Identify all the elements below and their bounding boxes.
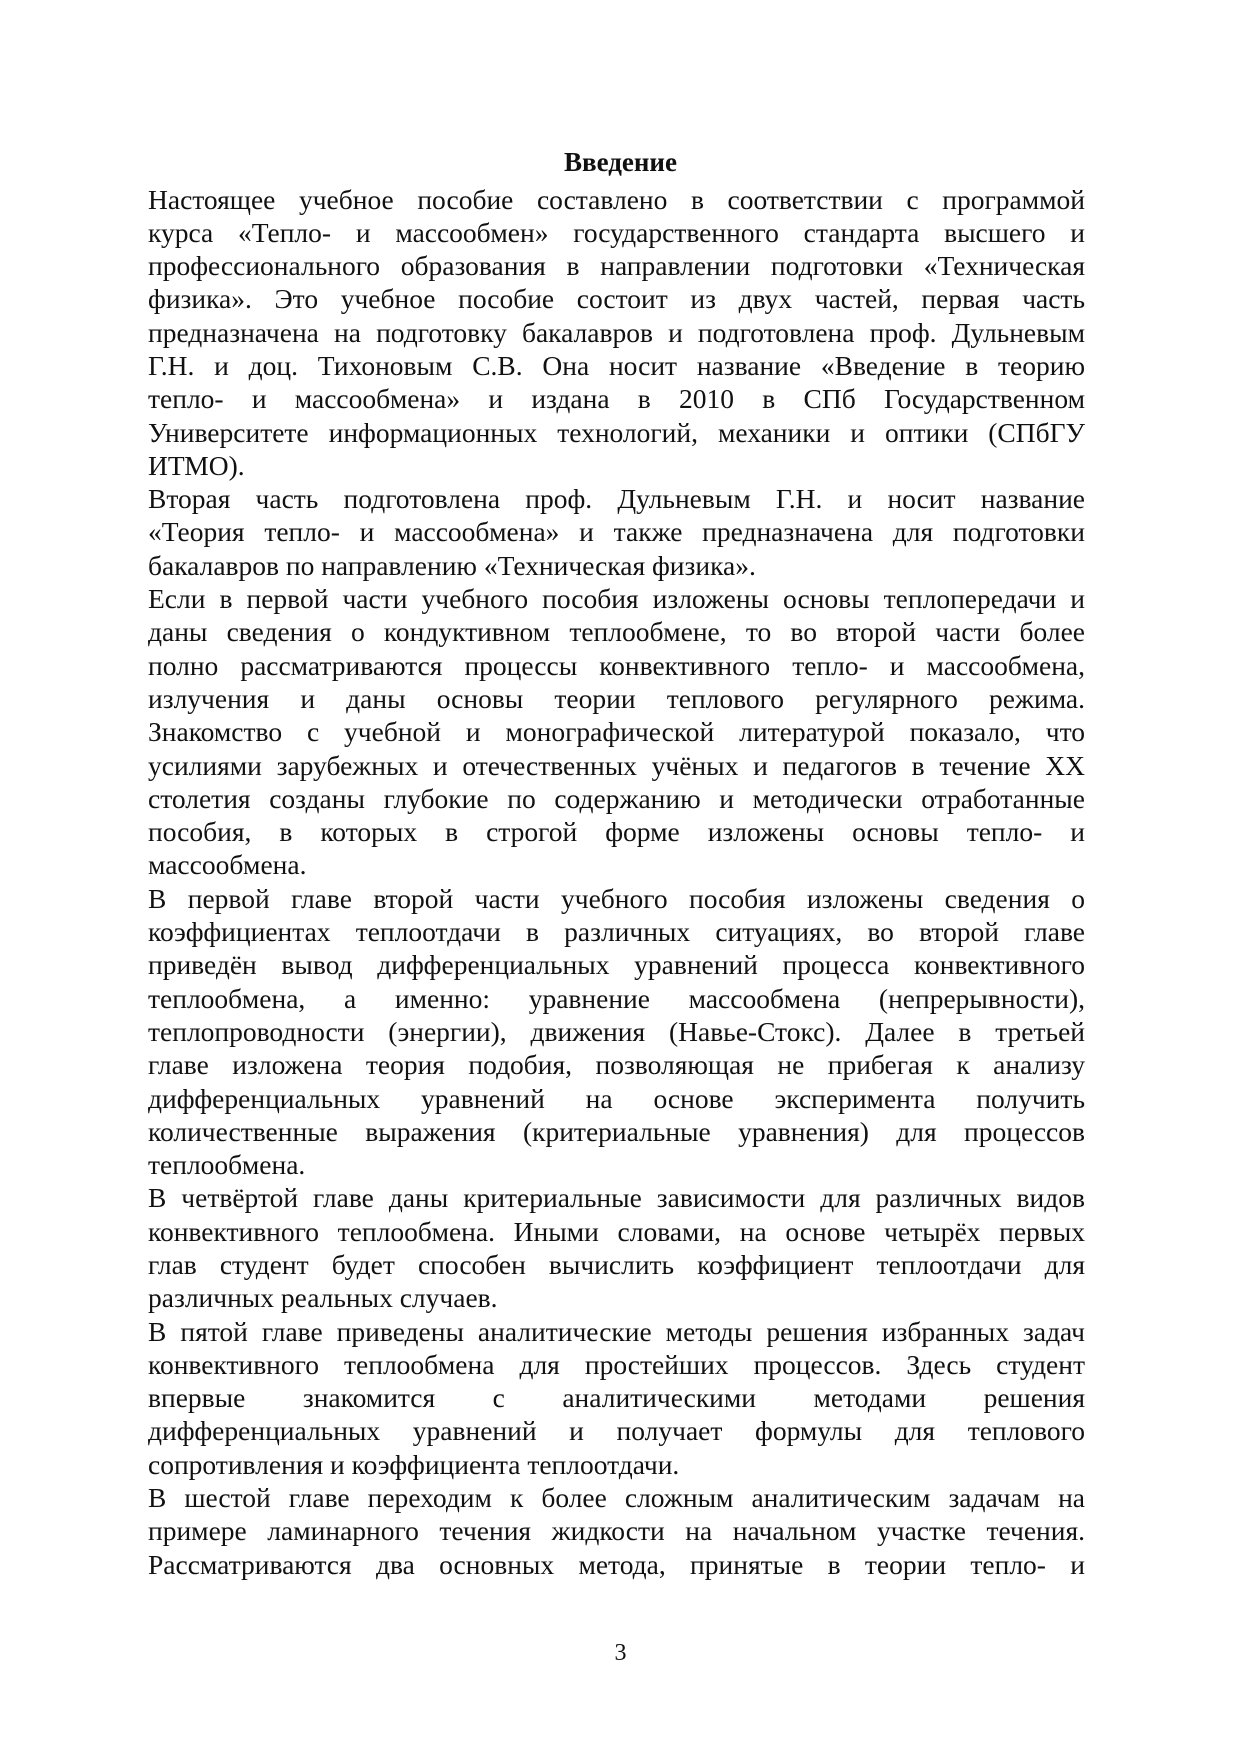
text-line: профессионального образования в направлении подготовки «Техническая	[148, 250, 1085, 282]
text-line: главе изложена теория подобия, позволяющая не прибегая к анализу	[148, 1049, 1085, 1081]
text-line: Г.Н. и доц. Тихоновым С.В. Она носит название «Введение в теорию	[148, 349, 1085, 381]
text-line: дифференциальных уравнений на основе эксперимента получить	[148, 1082, 1085, 1114]
text-line: теплообмена.	[148, 1149, 306, 1181]
text-line: глав студент будет способен вычислить коэффициент теплоотдачи для	[148, 1249, 1085, 1280]
text-line: приведён вывод дифференциальных уравнений процесса конвективного	[148, 949, 1085, 981]
page-number: 3	[614, 1640, 627, 1666]
text-line: «Теория тепло- и массообмена» и также предназначена для подготовки	[148, 516, 1085, 548]
text-line: В первой главе второй части учебного пособия изложены сведения о	[148, 882, 1085, 914]
text-line: усилиями зарубежных и отечественных учёных и педагогов в течение XX	[148, 749, 1085, 781]
text-line: конвективного теплообмена для простейших процессов. Здесь студент	[148, 1348, 1085, 1380]
text-line: примере ламинарного течения жидкости на начальном участке течения.	[148, 1515, 1085, 1547]
paragraph	[148, 1315, 1085, 1481]
text-line: В пятой главе приведены аналитические методы решения избранных задач	[148, 1315, 1085, 1347]
text-line: полно рассматриваются процессы конвективного тепло- и массообмена,	[148, 649, 1085, 681]
text-line: даны сведения о кондуктивном теплообмене, то во второй части более	[148, 616, 1085, 648]
paragraph	[148, 882, 1085, 1182]
paragraph	[148, 1481, 1085, 1581]
text-line: впервые знакомится с аналитическими методами решения	[148, 1382, 1085, 1414]
text-line: коэффициентах теплоотдачи в различных ситуациях, во второй главе	[148, 916, 1085, 948]
section-title: Введение	[564, 147, 677, 177]
text-line: В шестой главе переходим к более сложным аналитическим задачам на	[148, 1482, 1085, 1514]
text-line: теплопроводности (энергии), движения (Навье-Стокс). Далее в третьей	[148, 1015, 1085, 1047]
text-line: излучения и даны основы теории теплового регулярного режима.	[148, 682, 1085, 714]
text-line: бакалавров по направлению «Техническая физика».	[148, 549, 756, 581]
text-line: дифференциальных уравнений и получает формулы для теплового	[148, 1415, 1085, 1447]
text-line: различных реальных случаев.	[148, 1282, 498, 1314]
text-line: Знакомство с учебной и монографической литературой показало, что	[148, 716, 1085, 748]
text-line: Университете информационных технологий, механики и оптики (СПбГУ	[148, 416, 1085, 448]
text-line: Настоящее учебное пособие составлено в соответствии с программой	[148, 183, 1085, 215]
text-line: тепло- и массообмена» и издана в 2010 в СПб Государственном	[148, 383, 1085, 415]
text-line: Вторая часть подготовлена проф. Дульневым Г.Н. и носит название	[148, 483, 1085, 515]
text-line: количественные выражения (критериальные уравнения) для процессов	[148, 1115, 1085, 1147]
text-line: физика». Это учебное пособие состоит из двух частей, первая часть	[148, 283, 1085, 315]
text-line: курса «Тепло- и массообмен» государственного стандарта высшего и	[148, 216, 1085, 248]
text-line: конвективного теплообмена. Иными словами, на основе четырёх первых	[148, 1215, 1085, 1247]
text-line: Если в первой части учебного пособия изложены основы теплопередачи и	[148, 583, 1085, 615]
text-line: теплообмена, а именно: уравнение массообмена (непрерывности),	[148, 982, 1085, 1014]
paragraph	[148, 482, 1085, 582]
text-line: сопротивления и коэффициента теплоотдачи.	[148, 1448, 680, 1480]
text-line: пособия, в которых в строгой форме изложены основы тепло- и	[148, 816, 1085, 848]
text-line: Рассматриваются два основных метода, принятые в теории тепло- и	[148, 1548, 1085, 1580]
text-line: предназначена на подготовку бакалавров и подготовлена проф. Дульневым	[148, 316, 1085, 348]
paragraph	[148, 582, 1085, 882]
body-text	[148, 183, 1085, 1581]
paragraph	[148, 1181, 1085, 1314]
text-line: В четвёртой главе даны критериальные зависимости для различных видов	[148, 1182, 1085, 1214]
paragraph	[148, 183, 1085, 483]
text-line: столетия созданы глубокие по содержанию и методически отработанные	[148, 782, 1085, 814]
text-line: массообмена.	[148, 849, 307, 881]
text-line: ИТМО).	[148, 449, 245, 481]
